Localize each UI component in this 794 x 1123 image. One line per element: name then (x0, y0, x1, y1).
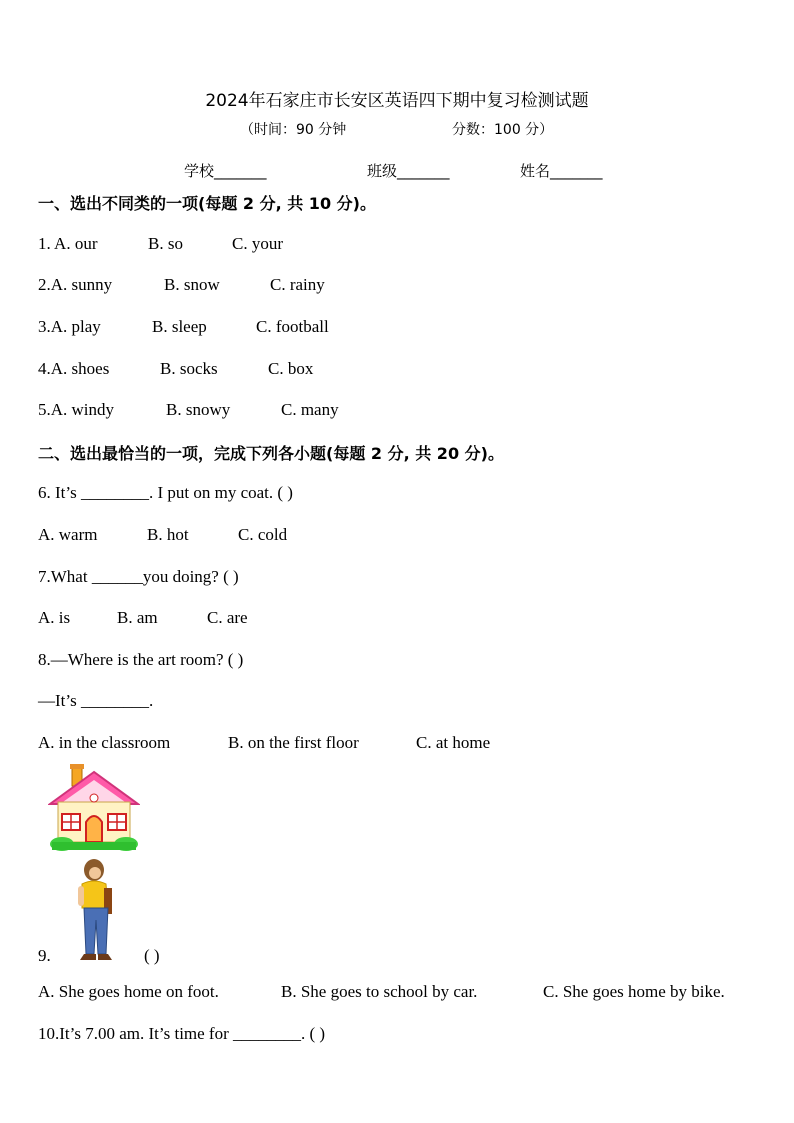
q4-option-a: 4.A. shoes (38, 359, 110, 378)
q3-option-a: 3.A. play (38, 317, 101, 336)
q5-option-c: C. many (281, 400, 339, 419)
q7-option-a: A. is (38, 608, 71, 627)
class-field: 班级_______ (367, 162, 450, 180)
q6-option-b: B. hot (147, 525, 189, 544)
q10-stem: 10.It’s 7.00 am. It’s time for ________. ( ) (38, 1024, 326, 1043)
exam-time: （时间：90 分钟 (240, 122, 347, 138)
exam-score: 分数：100 分） (452, 122, 554, 138)
q6-stem: 6. It’s ________. I put on my coat. ( ) (38, 483, 293, 502)
q7-option-b: B. am (117, 608, 158, 627)
house-illustration (48, 764, 140, 852)
q4-option-b: B. socks (160, 359, 218, 378)
q9-answer-parens: ( ) (144, 946, 160, 965)
name-field: 姓名_______ (520, 162, 603, 180)
school-field: 学校_______ (184, 162, 267, 180)
q5-option-b: B. snowy (166, 400, 231, 419)
q9-option-a: A. She goes home on foot. (38, 982, 219, 1001)
section-2-title: 二、选出最恰当的一项，完成下列各小题(每题 2 分, 共 20 分)。 (38, 444, 504, 463)
q8-option-b: B. on the first floor (228, 733, 359, 752)
page-title: 2024年石家庄市长安区英语四下期中复习检测试题 (205, 91, 589, 111)
q8-stem: 8.—Where is the art room? ( ) (38, 650, 244, 669)
q1-option-c: C. your (232, 234, 283, 253)
q8-reply: —It’s ________. (38, 691, 154, 710)
q7-option-c: C. are (207, 608, 248, 627)
q9-option-c: C. She goes home by bike. (543, 982, 725, 1001)
q6-option-a: A. warm (38, 525, 98, 544)
q9-option-b: B. She goes to school by car. (281, 982, 478, 1001)
q8-option-a: A. in the classroom (38, 733, 171, 752)
q2-option-a: 2.A. sunny (38, 275, 113, 294)
q7-stem: 7.What ______you doing? ( ) (38, 567, 239, 586)
q9-number: 9. (38, 946, 51, 965)
q3-option-c: C. football (256, 317, 329, 336)
q5-option-a: 5.A. windy (38, 400, 115, 419)
q2-option-c: C. rainy (270, 275, 325, 294)
q1-option-b: B. so (148, 234, 183, 253)
section-1-title: 一、选出不同类的一项(每题 2 分, 共 10 分)。 (38, 194, 376, 213)
q1-option-a: 1. A. our (38, 234, 98, 253)
q8-option-c: C. at home (416, 733, 491, 752)
q2-option-b: B. snow (164, 275, 220, 294)
q6-option-c: C. cold (238, 525, 288, 544)
q4-option-c: C. box (268, 359, 314, 378)
q3-option-b: B. sleep (152, 317, 207, 336)
girl-walking-illustration (74, 858, 116, 962)
